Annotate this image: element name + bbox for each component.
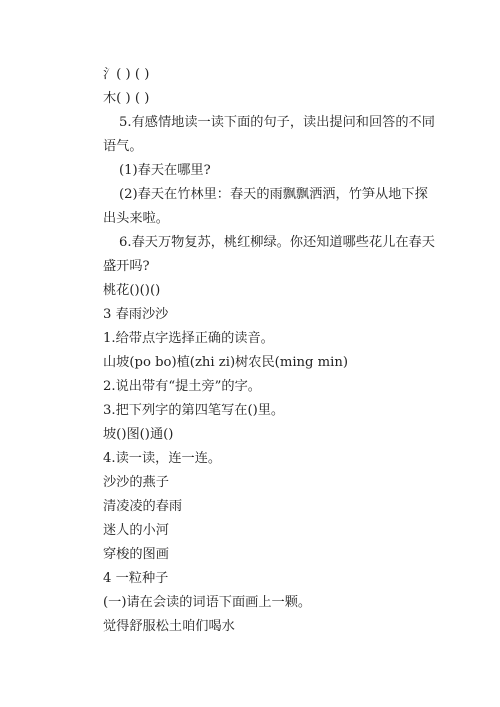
text-line: (一)请在会读的词语下面画上一颗。 bbox=[103, 595, 312, 610]
text-line: 迷人的小河 bbox=[103, 523, 169, 538]
text-line: 清凌凌的春雨 bbox=[103, 499, 183, 514]
text-line: 3.把下列字的第四笔写在()里。 bbox=[103, 403, 285, 418]
sentence-1: (1)春天在哪里? bbox=[119, 163, 211, 178]
text-line: 出头来啦。 bbox=[103, 211, 169, 226]
question-5: 5.有感情地读一读下面的句子，读出提问和回答的不同 bbox=[119, 115, 435, 130]
text-line: 盛开吗? bbox=[103, 259, 150, 274]
text-line: 4.读一读，连一连。 bbox=[103, 451, 222, 466]
lesson-4-title: 4 一粒种子 bbox=[103, 571, 169, 586]
text-line: 沙沙的燕子 bbox=[103, 475, 169, 490]
text-line: 语气。 bbox=[103, 139, 143, 154]
question-6: 6.春天万物复苏，桃红柳绿。你还知道哪些花儿在春天 bbox=[119, 235, 435, 250]
text-line: 1.给带点字选择正确的读音。 bbox=[103, 331, 274, 346]
text-line: 坡()图()通() bbox=[103, 427, 174, 442]
text-line: 穿梭的图画 bbox=[103, 547, 169, 562]
text-line: 氵( ) ( ) bbox=[103, 67, 150, 82]
text-line: 木( ) ( ) bbox=[103, 91, 150, 106]
lesson-3-title: 3 春雨沙沙 bbox=[103, 307, 169, 322]
text-line: 桃花()()() bbox=[103, 283, 161, 298]
sentence-2: (2)春天在竹林里：春天的雨飘飘洒洒，竹笋从地下探 bbox=[119, 187, 428, 202]
text-line: 觉得舒服松土咱们喝水 bbox=[103, 619, 235, 634]
text-line: 山坡(po bo)植(zhi zi)树农民(ming min) bbox=[103, 355, 349, 370]
text-line: 2.说出带有“提土旁”的字。 bbox=[103, 379, 261, 394]
